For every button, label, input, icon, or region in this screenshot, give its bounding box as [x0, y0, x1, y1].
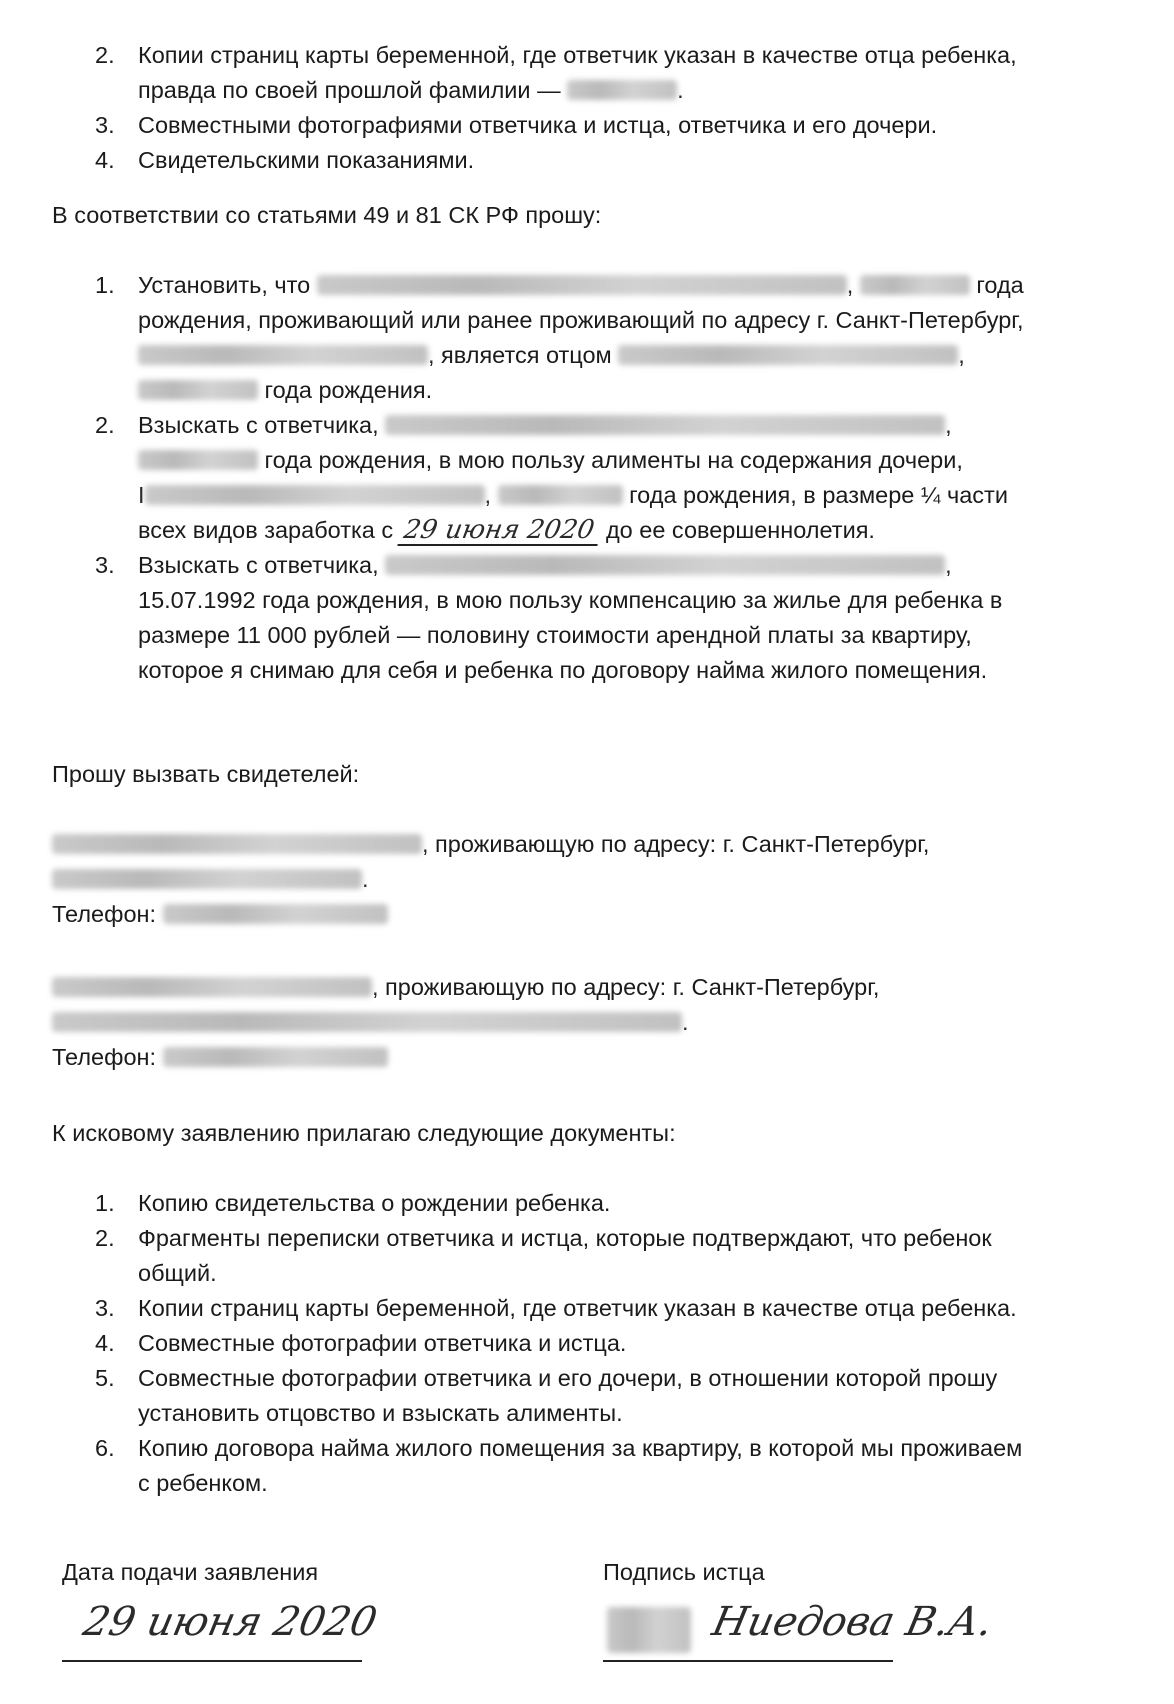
handwritten-signature: Ниедова В.А. [708, 1599, 997, 1645]
list-text: года [976, 272, 1024, 298]
redacted-text [145, 485, 485, 505]
list-item [0, 38, 1140, 108]
witness-intro: Прошу вызвать свидетелей: [52, 761, 360, 787]
date-block [62, 1555, 402, 1665]
list-number: 4. [95, 147, 115, 173]
list-number: 4. [95, 1330, 115, 1356]
signature-label: Подпись истца [603, 1559, 765, 1585]
list-item: 1. Установить, что , года рождения, проживающий или ранее проживающий по адресу г. Санкт-Петербург, , является отцом , года рождения. [0, 268, 1140, 408]
list-number: 1. [95, 1190, 115, 1216]
list-text: которое я снимаю для себя и ребенка по договору найма жилого помещения. [138, 657, 988, 683]
date-underline [62, 1660, 362, 1662]
list-text: с ребенком. [138, 1470, 268, 1496]
handwritten-date: 29 июня 2020 [79, 1599, 381, 1645]
list-number: 2. [95, 1225, 115, 1251]
list-text: года рождения, в мою пользу алименты на содержания дочери, [264, 447, 963, 473]
list-text: Совместные фотографии ответчика и истца. [138, 1330, 627, 1356]
list-item [0, 1221, 1140, 1291]
list-text: общий. [138, 1260, 217, 1286]
list-text: I [138, 482, 145, 508]
list-text: года рождения, в размере ¼ части [629, 482, 1008, 508]
redacted-text [138, 380, 258, 400]
witness-address: , проживающую по адресу: г. Санкт-Петербург, [372, 974, 880, 1000]
redacted-signature [607, 1607, 691, 1653]
list-item [0, 1326, 1140, 1361]
list-text: Копию свидетельства о рождении ребенка. [138, 1190, 611, 1216]
list-text: рождения, проживающий или ранее проживающий по адресу г. Санкт-Петербург, [138, 307, 1024, 333]
list-number: 2. [95, 412, 115, 438]
list-text: Копию договора найма жилого помещения за квартиру, в которой мы проживаем [138, 1435, 1023, 1461]
list-text: Фрагменты переписки ответчика и истца, которые подтверждают, что ребенок [138, 1225, 992, 1251]
redacted-text [52, 834, 422, 854]
list-text: года рождения. [264, 377, 433, 403]
redacted-text [138, 450, 258, 470]
list-text: 15.07.1992 года рождения, в мою пользу компенсацию за жилье для ребенка в [138, 587, 1003, 613]
redacted-text [860, 275, 970, 295]
list-number: 3. [95, 1295, 115, 1321]
list-item [0, 1361, 1140, 1431]
witness-address: . [362, 866, 369, 892]
list-text: Копии страниц карты беременной, где ответчик указан в качестве отца ребенка. [138, 1295, 1017, 1321]
list-text: Копии страниц карты беременной, где ответчик указан в качестве отца ребенка, [138, 42, 1017, 68]
redacted-text [317, 275, 847, 295]
list-text: до ее совершеннолетия. [605, 517, 875, 543]
signature-block [603, 1555, 1063, 1665]
signature-underline [603, 1660, 893, 1662]
redacted-text [567, 80, 677, 100]
redacted-text [52, 869, 362, 889]
list-number: 3. [95, 552, 115, 578]
list-number: 2. [95, 42, 115, 68]
list-item [0, 1186, 1140, 1221]
list-text: установить отцовство и взыскать алименты. [138, 1400, 623, 1426]
witness-1 [52, 827, 929, 932]
redacted-text [385, 415, 945, 435]
list-text: правда по своей прошлой фамилии — [138, 77, 561, 103]
attach-intro: К исковому заявлению прилагаю следующие документы: [52, 1120, 676, 1146]
list-text: Совместные фотографии ответчика и его дочери, в отношении которой прошу [138, 1365, 998, 1391]
list-item [0, 408, 1140, 548]
evidence-list [0, 38, 1140, 178]
list-text: , [484, 482, 492, 508]
list-text: , [945, 412, 952, 438]
redacted-text [618, 345, 958, 365]
list-number: 1. [95, 272, 115, 298]
list-number: 5. [95, 1365, 115, 1391]
redacted-text [163, 904, 388, 924]
list-text: размере 11 000 рублей — половину стоимости арендной платы за квартиру, [138, 622, 972, 648]
request-intro: В соответствии со статьями 49 и 81 СК РФ прошу: [52, 202, 602, 228]
list-text: . [677, 77, 684, 103]
list-item [0, 548, 1140, 688]
handwritten-date: 29 июня 2020 [397, 516, 602, 546]
redacted-text [138, 345, 428, 365]
redacted-text [52, 977, 372, 997]
phone-label: Телефон: [52, 901, 157, 927]
list-text: , является отцом [428, 342, 612, 368]
list-item [0, 1431, 1140, 1501]
attachment-list [0, 1186, 1140, 1501]
list-number: 3. [95, 112, 115, 138]
redacted-text [163, 1047, 388, 1067]
list-item [0, 143, 1140, 178]
witness-2 [52, 970, 879, 1075]
list-text: , [958, 342, 965, 368]
list-text: Взыскать с ответчика, [138, 552, 379, 578]
redacted-text [52, 1012, 682, 1032]
witness-address: . [682, 1009, 689, 1035]
list-text: Свидетельскими показаниями. [138, 147, 475, 173]
list-text: всех видов заработка с [138, 517, 394, 543]
list-item [0, 1291, 1140, 1326]
redacted-text [498, 485, 623, 505]
list-text: Совместными фотографиями ответчика и истца, ответчика и его дочери. [138, 112, 938, 138]
redacted-text [385, 555, 945, 575]
phone-label: Телефон: [52, 1044, 157, 1070]
witness-address: , проживающую по адресу: г. Санкт-Петербург, [422, 831, 930, 857]
list-number: 6. [95, 1435, 115, 1461]
list-text: Взыскать с ответчика, [138, 412, 379, 438]
date-label: Дата подачи заявления [62, 1559, 319, 1585]
list-item [0, 108, 1140, 143]
list-text: Установить, что [138, 272, 311, 298]
request-list [0, 268, 1140, 688]
list-text: , [945, 552, 952, 578]
